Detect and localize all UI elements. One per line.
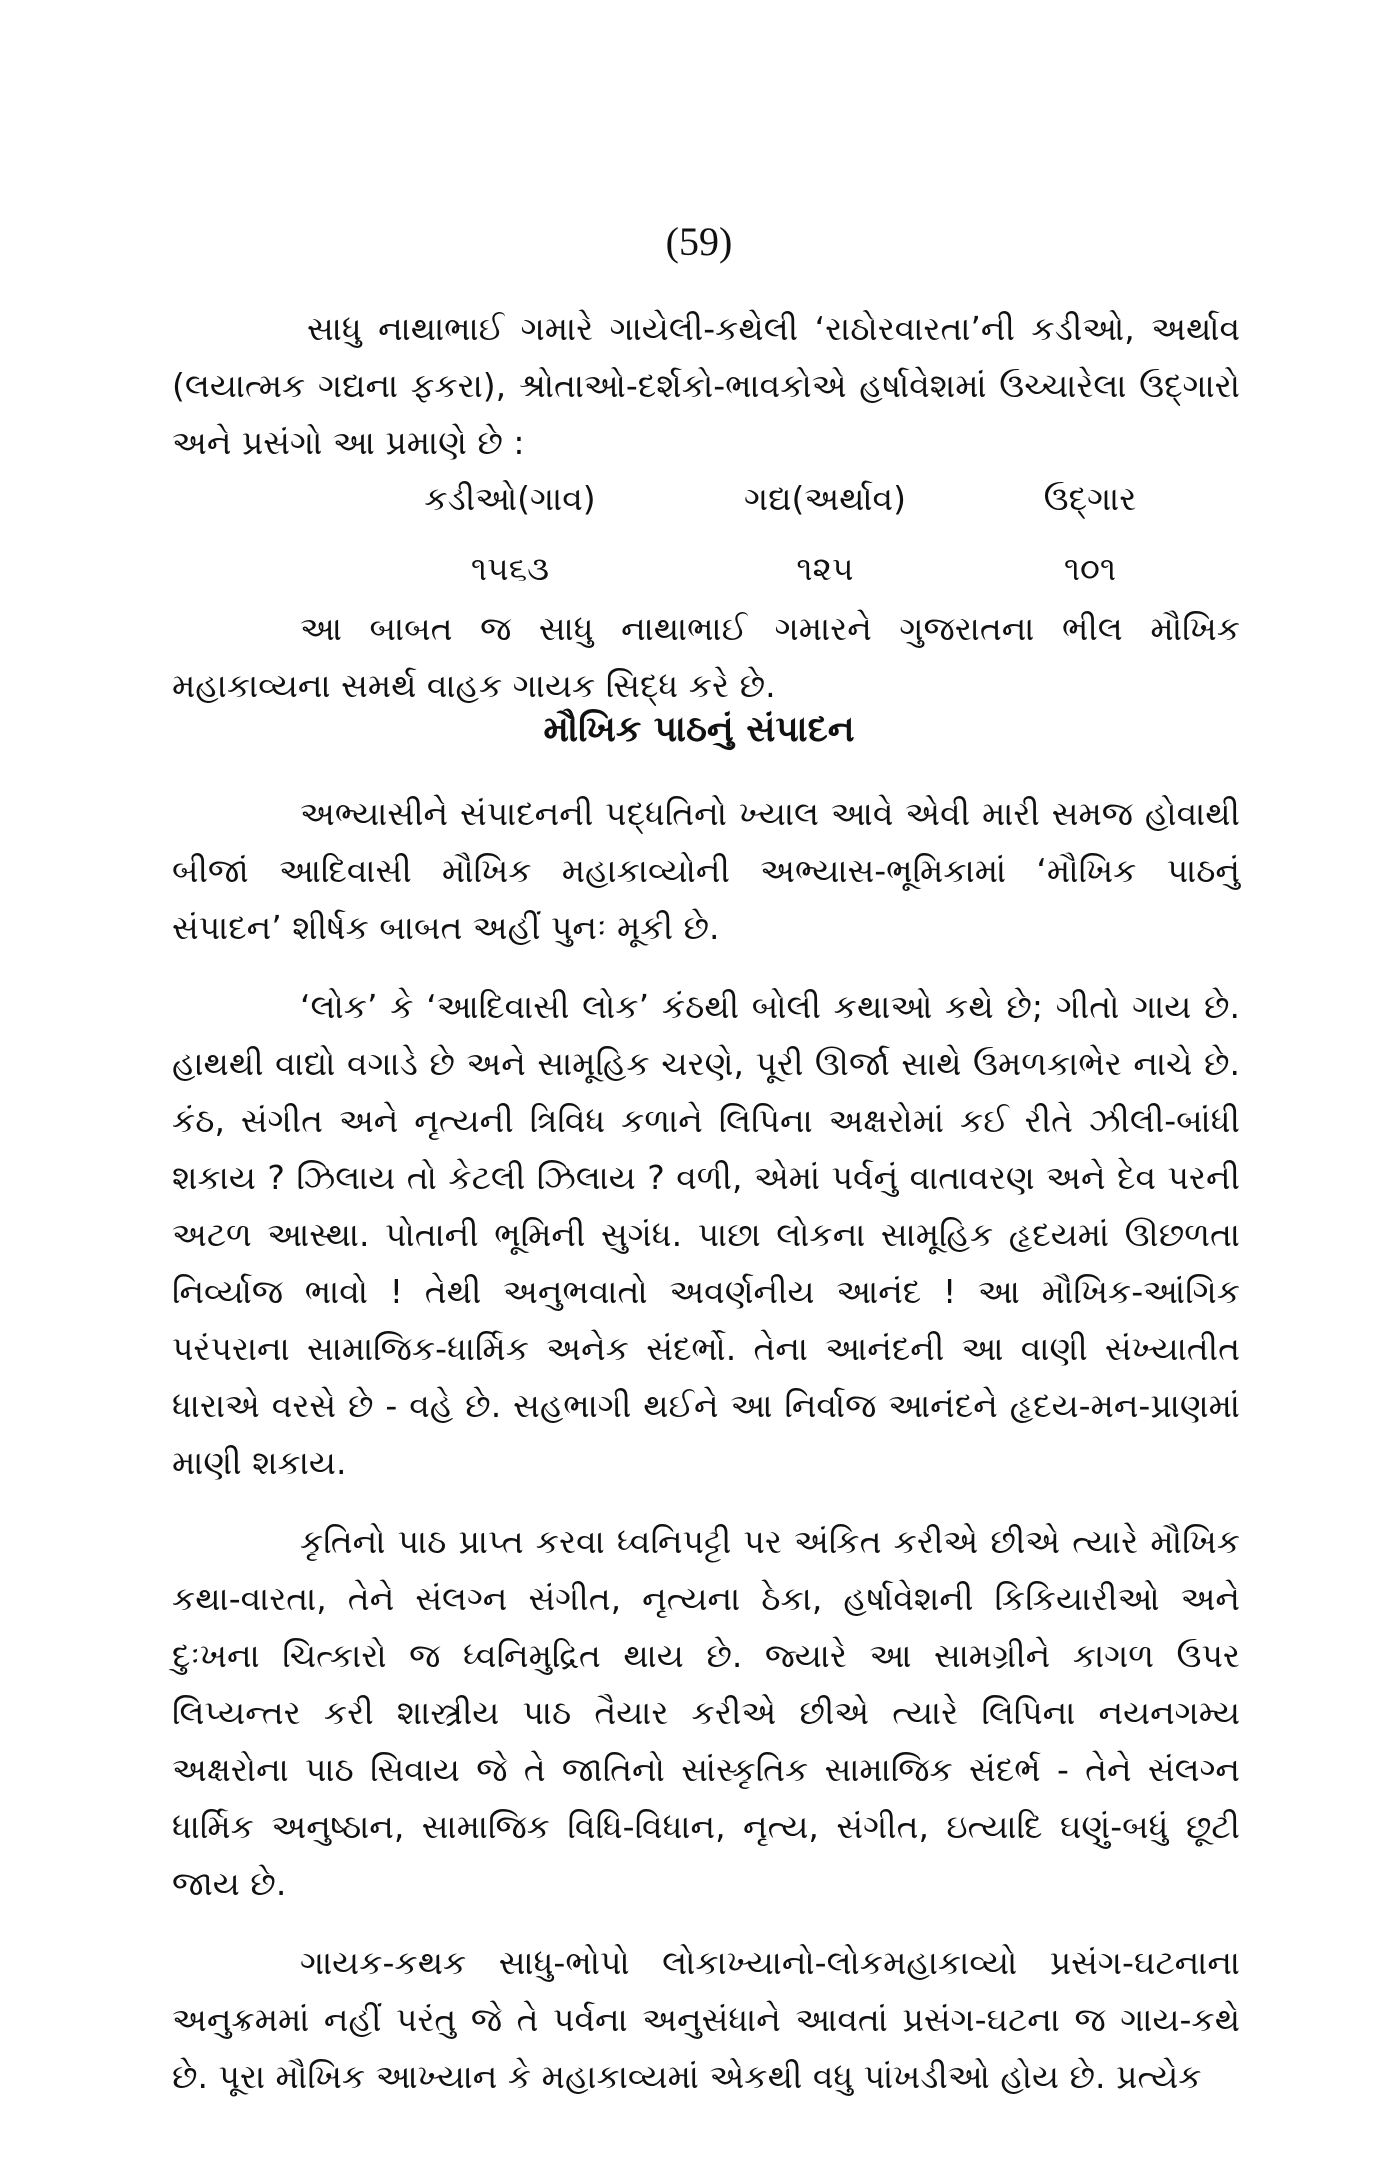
stats-header-prose: ગદ્ય(અર્થાવ) bbox=[743, 478, 906, 518]
intro-paragraph: સાધુ નાથાભાઈ ગમારે ગાયેલી-કથેલી ‘રાઠોરવારતા’ની કડીઓ, અર્થાવ (લયાત્મક ગદ્યના ફકરા), શ્રોતાઓ-દર્શકો-ભાવકોએ હર્ષાવેશમાં ઉચ્ચારેલા ઉદ્‌ગારો અને પ્રસંગો આ પ્રમાણે છે : bbox=[172, 309, 1240, 462]
body-paragraph-3: કૃતિનો પાઠ પ્રાપ્ત કરવા ધ્વનિપટ્ટી પર અંકિત કરીએ છીએ ત્યારે મૌખિક કથા-વારતા, તેને સંલગ્ન સંગીત, નૃત્યના ઠેકા, હર્ષાવેશની કિકિયારીઓ અને દુઃખના ચિત્કારો જ ધ્વનિમુદ્રિત થાય છે. જ્યારે આ સામગ્રીને કાગળ ઉપર લિપ્યન્તર કરી શાસ્ત્રીય પાઠ તૈયાર કરીએ છીએ ત્યારે લિપિના નયનગમ્ય અક્ષરોના પાઠ સિવાય જે તે જાતિનો સાંસ્કૃતિક સામાજિક સંદર્ભ - તેને સંલગ્ન ધાર્મિક અનુષ્ઠાન, સામાજિક વિધિ-વિધાન, નૃત્ય, સંગીત, ઇત્યાદિ ઘણું-બધું છૂટી જાય છે. bbox=[172, 1522, 1240, 1903]
body-paragraph-1: અભ્યાસીને સંપાદનની પદ્ધતિનો ખ્યાલ આવે એવી મારી સમજ હોવાથી બીજાં આદિવાસી મૌખિક મહાકાવ્યોની અભ્યાસ-ભૂમિકામાં ‘મૌખિક પાઠનું સંપાદન’ શીર્ષક બાબત અહીં પુનઃ મૂકી છે. bbox=[172, 794, 1240, 947]
stats-value-row bbox=[360, 533, 1220, 603]
stats-value-verses: ૧૫૬૩ bbox=[470, 548, 550, 588]
stats-value-exclamations: ૧૦૧ bbox=[1063, 548, 1117, 588]
section-heading: મૌખિક પાઠનું સંપાદન bbox=[543, 709, 855, 750]
page-number: (59) bbox=[665, 219, 733, 264]
summary-paragraph: આ બાબત જ સાધુ નાથાભાઈ ગમારને ગુજરાતના ભીલ મૌખિક મહાકાવ્યના સમર્થ વાહક ગાયક સિદ્ધ કરે છે. bbox=[172, 609, 1240, 705]
body-paragraph-2: ‘લોક’ કે ‘આદિવાસી લોક’ કંઠથી બોલી કથાઓ કથે છે; ગીતો ગાય છે. હાથથી વાદ્યો વગાડે છે અને સામૂહિક ચરણે, પૂરી ઊર્જા સાથે ઉમળકાભેર નાચે છે. કંઠ, સંગીત અને નૃત્યની ત્રિવિધ કળાને લિપિના અક્ષરોમાં કઈ રીતે ઝીલી-બાંધી શકાય ? ઝિલાય તો કેટલી ઝિલાય ? વળી, એમાં પર્વનું વાતાવરણ અને દેવ પરની અટળ આસ્થા. પોતાની ભૂમિની સુગંધ. પાછા લોકના સામૂહિક હૃદયમાં ઊછળતા નિર્વ્યાજ ભાવો ! તેથી અનુભવાતો અવર્ણનીય આનંદ ! આ મૌખિક-આંગિક પરંપરાના સામાજિક-ધાર્મિક અનેક સંદર્ભો. તેના આનંદની આ વાણી સંખ્યાતીત ધારાએ વરસે છે - વહે છે. સહભાગી થઈને આ નિર્વાજ આનંદને હૃદય-મન-પ્રાણમાં માણી શકાય. bbox=[172, 987, 1240, 1482]
summary-block bbox=[172, 600, 1240, 714]
body-text bbox=[172, 785, 1240, 2105]
intro-paragraph-block bbox=[172, 300, 1240, 471]
stats-table bbox=[360, 463, 1220, 603]
stats-value-prose: ૧૨૫ bbox=[796, 548, 854, 588]
stats-header-exclamations: ઉદ્‌ગાર bbox=[1043, 478, 1137, 518]
body-paragraph-4: ગાયક-કથક સાધુ-ભોપો લોકાખ્યાનો-લોકમહાકાવ્યો પ્રસંગ-ઘટનાના અનુક્રમમાં નહીં પરંતુ જે તે પર્વના અનુસંધાને આવતાં પ્રસંગ-ઘટના જ ગાય-કથે છે. પૂરા મૌખિક આખ્યાન કે મહાકાવ્યમાં એકથી વધુ પાંખડીઓ હોય છે. પ્રત્યેક bbox=[172, 1943, 1240, 2096]
stats-header-verses: કડીઓ(ગાવ) bbox=[424, 478, 596, 518]
stats-header-row bbox=[360, 463, 1220, 533]
